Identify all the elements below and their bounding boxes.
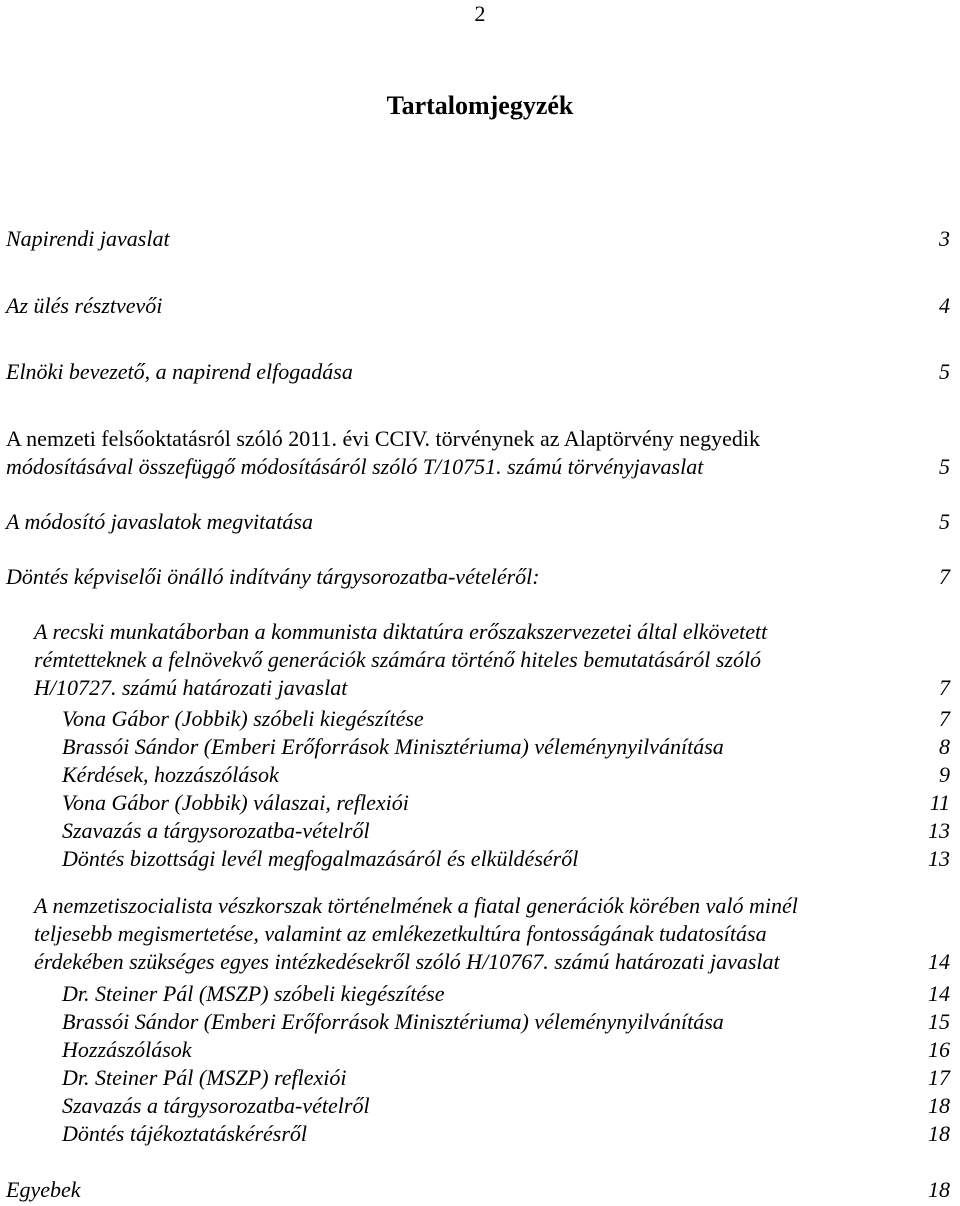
toc-entry-page: 5 — [939, 509, 950, 534]
toc-entry-egyebek[interactable] — [6, 1176, 950, 1204]
toc-subentry-page: 11 — [929, 790, 950, 815]
toc-entry-text-line: rémtetteknek a felnövekvő generációk számára történő hiteles bemutatásáról szóló — [34, 647, 762, 672]
toc-entry-text-line: A nemzetiszocialista vészkorszak történelmének a fiatal generációk körében való minél — [34, 893, 798, 918]
toc-entry-page: 7 — [939, 675, 950, 700]
toc-subentry-text: Dr. Steiner Pál (MSZP) szóbeli kiegészítése — [62, 981, 445, 1006]
toc-subentry[interactable] — [62, 817, 950, 845]
toc-subentry-page: 13 — [928, 846, 950, 871]
toc-subentry[interactable] — [62, 789, 950, 817]
toc-entry-text: A módosító javaslatok megvitatása — [6, 509, 313, 534]
toc-subentry-page: 8 — [939, 734, 950, 759]
toc-subentry[interactable] — [62, 705, 950, 733]
toc-subentry-page: 15 — [928, 1009, 950, 1034]
toc-subentry-list — [62, 705, 950, 873]
toc-entry-page: 7 — [939, 564, 950, 589]
toc-subentry[interactable] — [62, 1064, 950, 1092]
toc-subentry[interactable] — [62, 761, 950, 789]
toc-subentry-text: Brassói Sándor (Emberi Erőforrások Minisztériuma) véleménynyilvánítása — [62, 734, 724, 759]
toc-subentry-page: 17 — [928, 1065, 950, 1090]
toc-subentry-text: Döntés tájékoztatáskérésről — [62, 1121, 308, 1146]
toc-subentry[interactable] — [62, 1120, 950, 1148]
toc-subentry[interactable] — [62, 980, 950, 1008]
toc-subentry[interactable] — [62, 1008, 950, 1036]
toc-entry-page: 5 — [939, 359, 950, 384]
toc-entry-page: 18 — [928, 1177, 950, 1202]
toc-entry-text: Az ülés résztvevői — [6, 293, 163, 318]
toc-subentry-text: Vona Gábor (Jobbik) szóbeli kiegészítése — [62, 706, 424, 731]
toc-subentry-page: 7 — [939, 706, 950, 731]
toc-subentry-text: Hozzászólások — [62, 1037, 192, 1062]
toc-entry-page: 3 — [939, 226, 950, 251]
toc-entry-recski-munkatabor[interactable] — [34, 618, 950, 702]
toc-subentry-text: Döntés bizottsági levél megfogalmazásáról és elküldéséről — [62, 846, 579, 871]
toc-entry-text: Napirendi javaslat — [6, 226, 170, 251]
toc-subentry-page: 13 — [928, 818, 950, 843]
toc-entry-dontes-kepviseloi-inditvany[interactable] — [6, 563, 950, 591]
toc-entry-resztvevok[interactable] — [6, 292, 950, 320]
page-title: Tartalomjegyzék — [386, 91, 574, 120]
toc-subentry-text: Kérdések, hozzászólások — [62, 762, 279, 787]
toc-entry-text: Elnöki bevezető, a napirend elfogadása — [6, 359, 353, 384]
toc-entry-page: 4 — [939, 293, 950, 318]
toc-subentry-text: Szavazás a tárgysorozatba-vételről — [62, 818, 370, 843]
toc-entry-text-line: H/10727. számú határozati javaslat — [34, 675, 348, 700]
toc-subentry-page: 16 — [928, 1037, 950, 1062]
toc-subentry[interactable] — [62, 1092, 950, 1120]
toc-subentry-page: 18 — [928, 1093, 950, 1118]
toc-entry-text: Döntés képviselői önálló indítvány tárgysorozatba-vételéről: — [6, 564, 540, 589]
toc-entry-text: Egyebek — [6, 1177, 81, 1202]
toc-entry-elnoki-bevezeto[interactable] — [6, 358, 950, 386]
toc-entry-text-italic: módosításával összefüggő módosításáról szóló T/10751. — [6, 454, 502, 479]
toc-subentry-page: 14 — [928, 981, 950, 1006]
page-number: 2 — [474, 1, 486, 26]
toc-entry-page: 5 — [939, 454, 950, 479]
toc-subentry-list — [62, 980, 950, 1148]
toc-subentry-page: 9 — [939, 762, 950, 787]
toc-subentry[interactable] — [62, 1036, 950, 1064]
toc-entry-text-line: teljesebb megismertetése, valamint az emlékezetkultúra fontosságának tudatosítása — [34, 921, 767, 946]
toc-entry-text-line: érdekében szükséges egyes intézkedésekről szóló H/10767. számú határozati javaslat — [34, 949, 780, 974]
toc-subentry-text: Vona Gábor (Jobbik) válaszai, reflexiói — [62, 790, 409, 815]
toc-entry-text-line: A nemzeti felsőoktatásról szóló 2011. évi CCIV. törvénynek az Alaptörvény negyedik — [6, 426, 760, 451]
toc-subentry-text: Szavazás a tárgysorozatba-vételről — [62, 1093, 370, 1118]
toc-entry-page: 14 — [928, 949, 950, 974]
toc-entry-text-line: A recski munkatáborban a kommunista diktatúra erőszakszervezetei által elkövetett — [34, 619, 768, 644]
toc-subentry-text: Dr. Steiner Pál (MSZP) reflexiói — [62, 1065, 347, 1090]
toc-subentry-text: Brassói Sándor (Emberi Erőforrások Minisztériuma) véleménynyilvánítása — [62, 1009, 724, 1034]
toc-entry-felsooktatasi-torvenyjavaslat[interactable] — [6, 425, 950, 481]
toc-entry-modosito-javaslatok[interactable] — [6, 508, 950, 536]
toc-entry-napirendi-javaslat[interactable] — [6, 225, 950, 253]
toc-subentry[interactable] — [62, 845, 950, 873]
toc-subentry[interactable] — [62, 733, 950, 761]
toc-entry-text-plain: számú törvényjavaslat — [501, 454, 704, 479]
toc-entry-nemzetiszocialista-veszkorszak[interactable] — [34, 892, 950, 976]
toc-subentry-page: 18 — [928, 1121, 950, 1146]
